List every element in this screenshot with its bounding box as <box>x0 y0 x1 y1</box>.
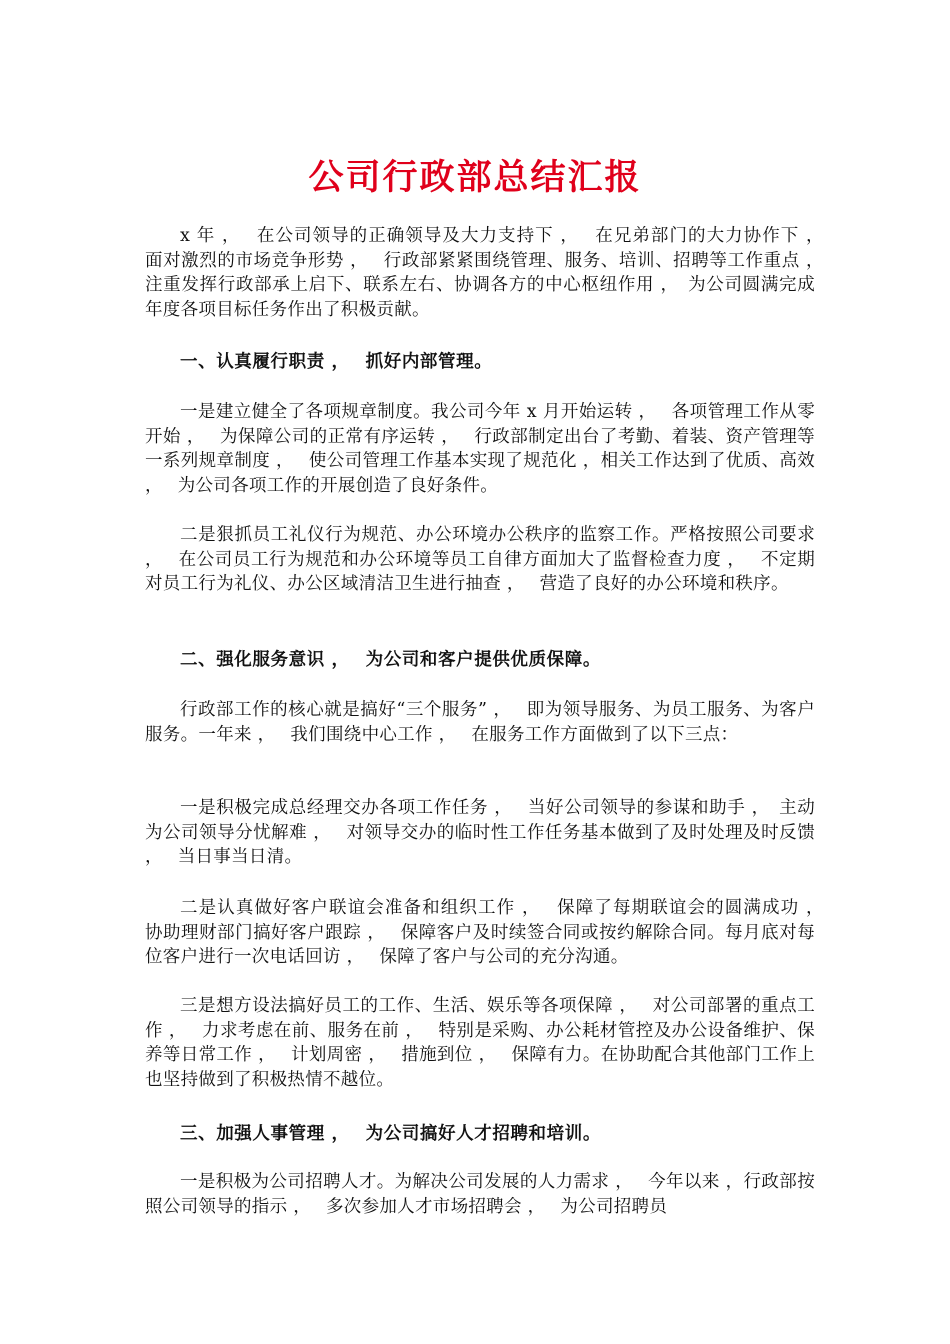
paragraph-2-2: 二是认真做好客户联谊会准备和组织工作 ， 保障了每期联谊会的圆满成功 ， 协助理财部门搞好客户跟踪 ， 保障客户及时续签合同或按约解除合同。每月底对每位客户进行一次电话回访 ， 保障了客户与公司的充分沟通。 <box>145 898 839 967</box>
intro-paragraph: x 年 ， 在公司领导的正确领导及大力支持下 ， 在兄弟部门的大力协作下 ， 面对激烈的市场竞争形势 ， 行政部紧紧围绕管理、服务、培训、招聘等工作重点 ， 注重发挥行政部承上启下、联系左右、协调各方的中心枢纽作用 ， 为公司圆满完成年度各项目标任务作出了积极贡献。 <box>145 226 839 320</box>
paragraph-1-1: 一是建立健全了各项规章制度。我公司今年 x 月开始运转 ， 各项管理工作从零开始 ， 为保障公司的正常有序运转 ， 行政部制定出台了考勤、着装、资产管理等一系列规章制度 ， 使公司管理工作基本实现了规范化 ，相关工作达到了优质、高效 ， 为公司各项工作的开展创造了良好条件。 <box>145 402 815 496</box>
paragraph-1-2: 二是狠抓员工礼仪行为规范、办公环境办公秩序的监察工作。严格按照公司要求 ， 在公司员工行为规范和办公环境等员工自律方面加大了监督检查力度 ， 不定期对员工行为礼仪、办公区域清洁卫生进行抽查 ， 营造了良好的办公环境和秩序。 <box>145 525 815 594</box>
paragraph-3-1: 一是积极为公司招聘人才。为解决公司发展的人力需求 ， 今年以来 ，行政部按照公司领导的指示 ， 多次参加人才市场招聘会 ， 为公司招聘员 <box>145 1172 815 1217</box>
section-heading-3: 三、加强人事管理 ， 为公司搞好人才招聘和培训。 <box>180 1124 601 1144</box>
document-title: 公司行政部总结汇报 <box>308 158 642 198</box>
section-heading-2: 二、强化服务意识 ， 为公司和客户提供优质保障。 <box>180 650 601 670</box>
section-heading-1: 一、认真履行职责 ， 抓好内部管理。 <box>180 352 493 372</box>
paragraph-2-3: 三是想方设法搞好员工的工作、生活、娱乐等各项保障 ， 对公司部署的重点工作 ， 力求考虑在前、服务在前 ， 特别是采购、办公耗材管控及办公设备维护、保养等日常工作 ， 计划周密 ， 措施到位 ， 保障有力。在协助配合其他部门工作上也坚持做到了积极热情不越位。 <box>145 996 815 1090</box>
paragraph-2-1: 一是积极完成总经理交办各项工作任务 ， 当好公司领导的参谋和助手 ， 主动为公司领导分忧解难 ， 对领导交办的临时性工作任务基本做到了及时处理及时反馈 ， 当日事当日清。 <box>145 798 815 867</box>
paragraph-2-intro: 行政部工作的核心就是搞好“三个服务” ， 即为领导服务、为员工服务、为客户服务。一年来 ， 我们围绕中心工作 ， 在服务工作方面做到了以下三点： <box>145 700 815 745</box>
